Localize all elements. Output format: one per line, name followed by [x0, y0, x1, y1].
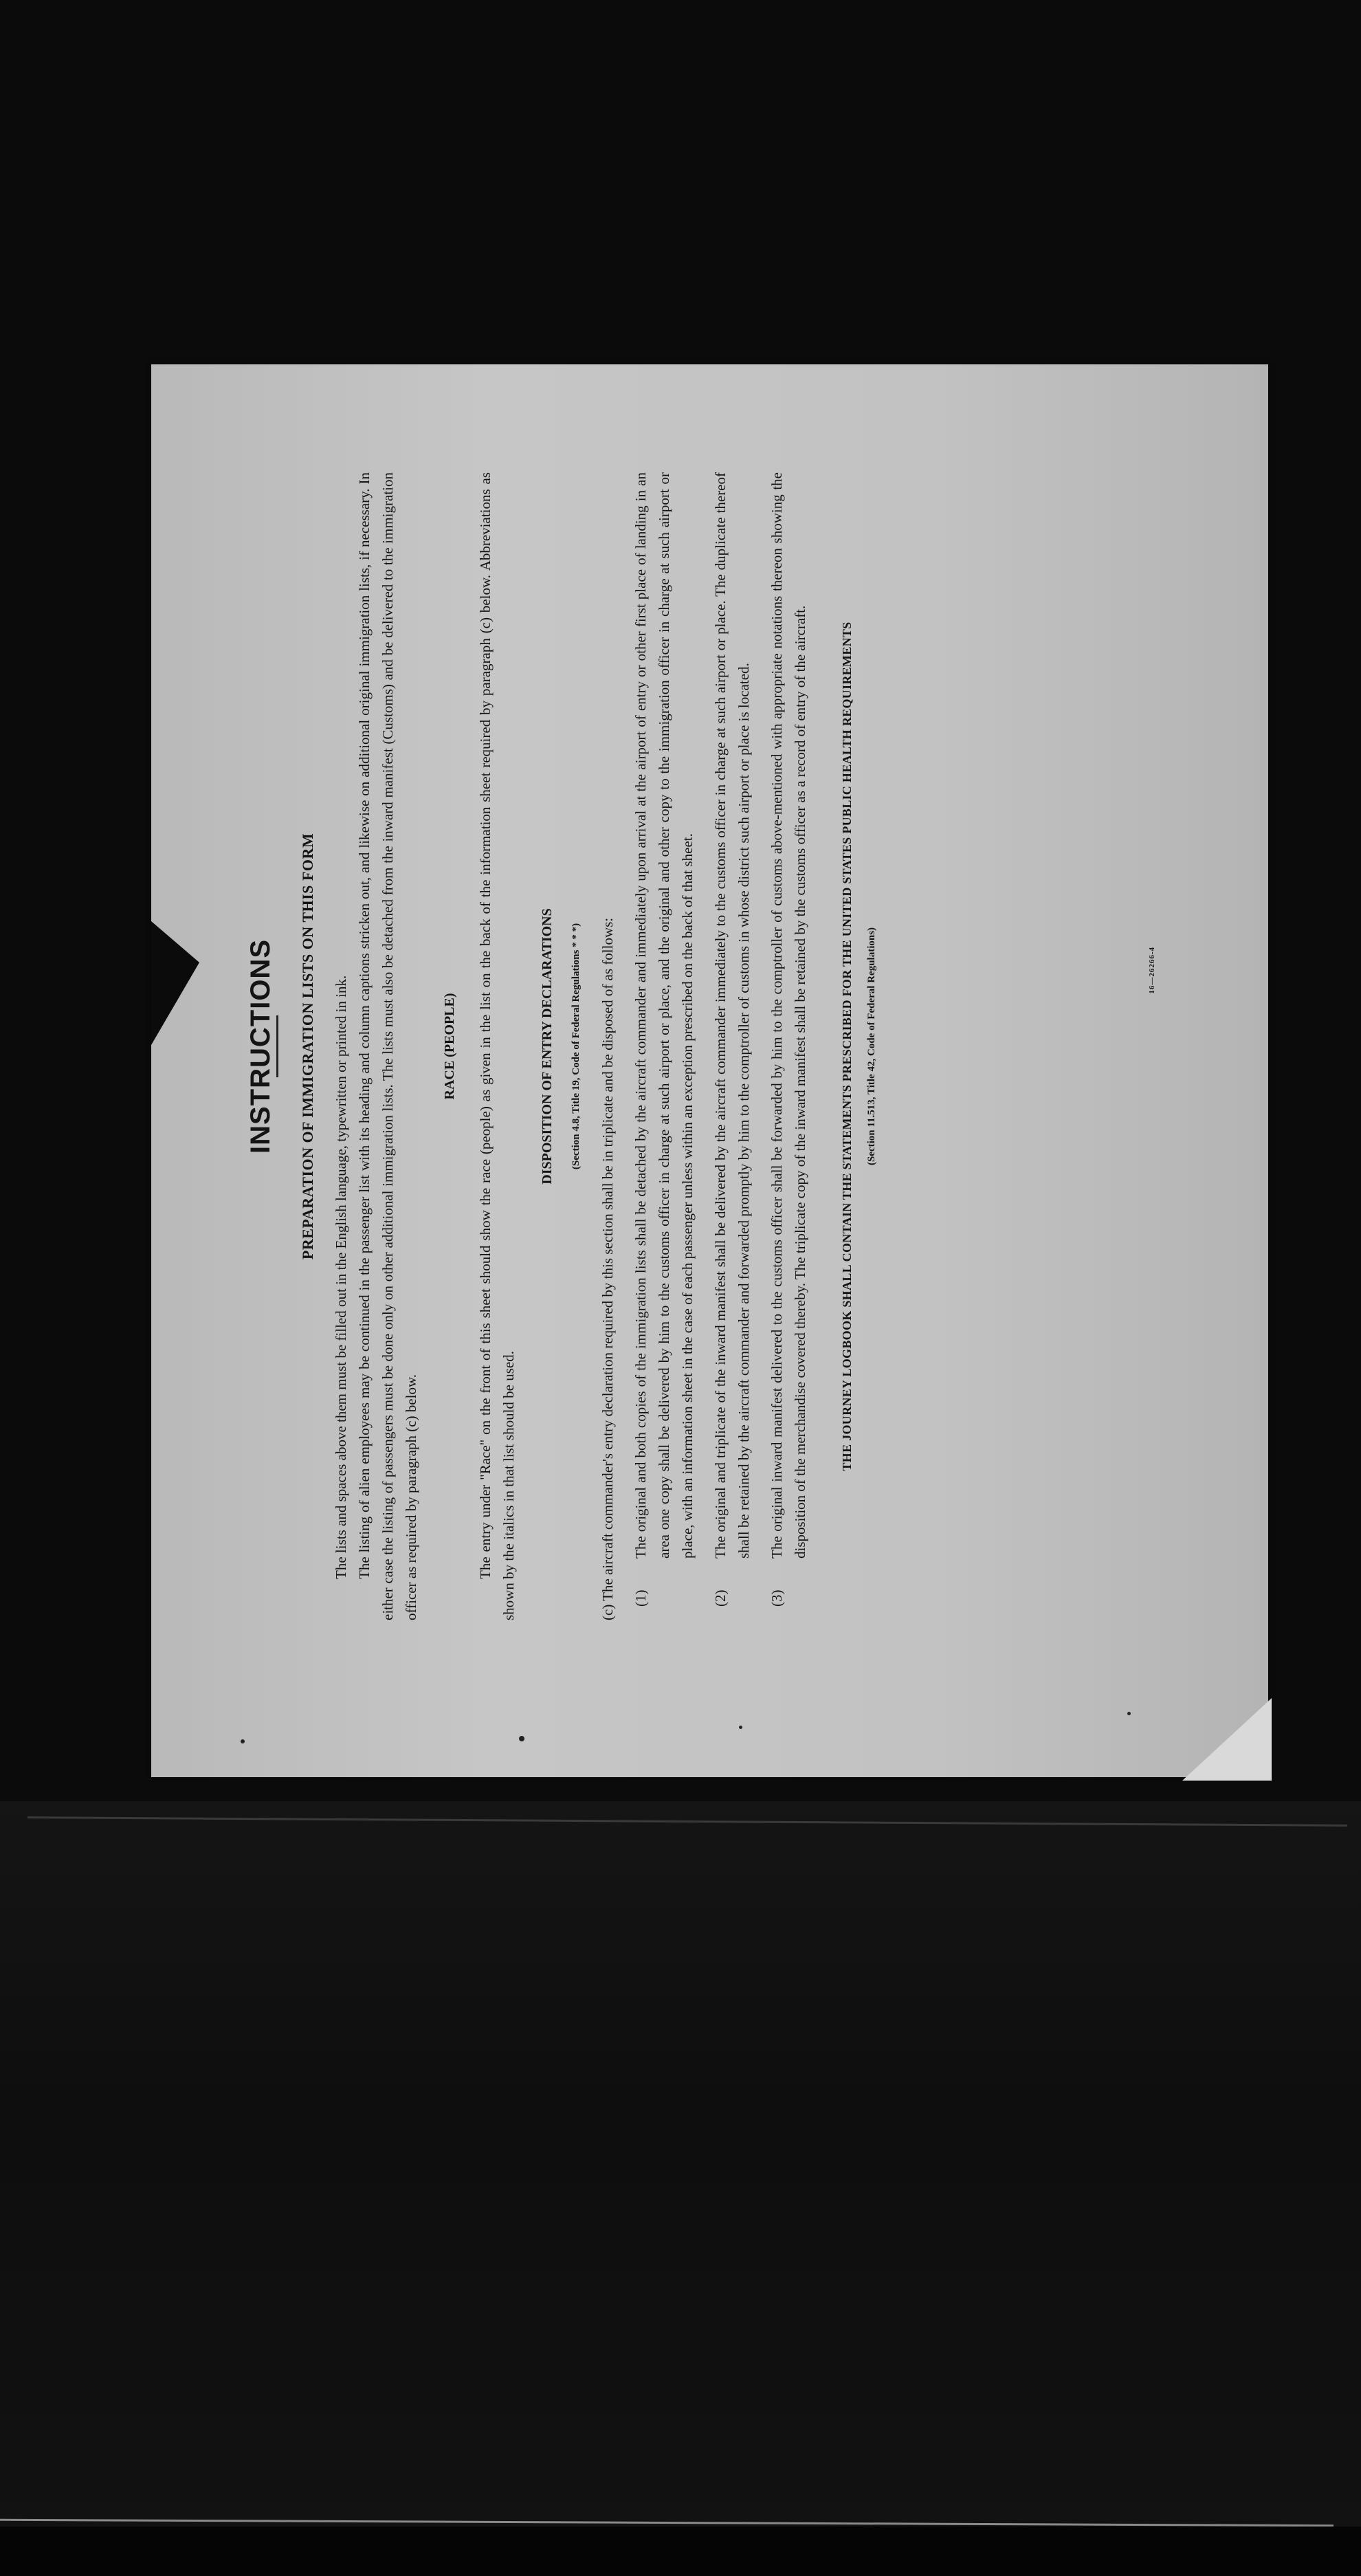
- item-number: (2): [712, 1589, 729, 1607]
- form-number: 16—26266-4: [1148, 947, 1156, 994]
- race-heading: RACE (PEOPLE): [442, 993, 457, 1100]
- disposition-subheading: (Section 4.8, Title 19, Code of Federal Regulations * * *): [571, 923, 582, 1170]
- torn-edge: [151, 921, 199, 1045]
- scan-background-lower: [0, 1801, 1361, 2576]
- journey-logbook-citation: (Section 11.513, Title 42, Code of Federal Regulations): [866, 927, 877, 1166]
- item-text: The original and triplicate of the inward manifest shall be delivered by the aircraft commander immediately to the customs officer in charge at such airport or place. The duplicate thereof shall be retained by the aircraft commander and forwarded promptly by him to the comptroller of customs in whose district such airport or place is located.: [712, 472, 752, 1559]
- preparation-paragraph-2: The listing of alien employees may be continued in the passenger list with its heading and column captions stricken out, and likewise on additional original immigration lists, if necessary. In either case the listing of passengers must be done only on other additional immigration lists. The lists must also be detached from the inward manifest (Customs) and be delivered to the immigration officer as required by paragraph (c) below.: [356, 472, 419, 1620]
- disposition-intro: (c) The aircraft commander's entry declaration required by this section shall be in triplicate and be disposed of as follows:: [599, 917, 616, 1620]
- journey-logbook-statement: THE JOURNEY LOGBOOK SHALL CONTAIN THE STATEMENTS PRESCRIBED FOR THE UNITED STATES PUBLIC HEALTH REQUIREMENTS: [840, 621, 854, 1471]
- disposition-item: [765, 472, 812, 1620]
- item-number: (1): [632, 1589, 649, 1607]
- preparation-heading: PREPARATION OF IMMIGRATION LISTS ON THIS FORM: [299, 833, 316, 1260]
- document-body: [208, 383, 883, 1758]
- document-title: INSTRUCTIONS: [245, 939, 276, 1154]
- scanner-bottom-strip: [0, 2527, 1361, 2576]
- item-text: The original inward manifest delivered to the customs officer shall be forwarded by him to the comptroller of customs above-mentioned with appropriate notations thereon showing the disposition of the merchandise covered thereby. The triplicate copy of the inward manifest shall be retained by the customs officer as a record of entry of the aircraft.: [768, 472, 808, 1559]
- rotated-document: [208, 383, 1211, 1758]
- preparation-paragraph-1: The lists and spaces above them must be filled out in the English language, typewritten or printed in ink.: [333, 975, 349, 1579]
- disposition-item: [629, 472, 699, 1620]
- item-text: The original and both copies of the immigration lists shall be detached by the aircraft commander and immediately upon arrival at the airport of entry or other first place of landing in an area one copy shall be delivered by him to the customs officer in charge at such airport or place, and the original and other copy to the immigration officer in charge at such airport or place, with an information sheet in the case of each passenger unless within an exception prescribed on the back of that sheet.: [632, 472, 696, 1559]
- race-paragraph: The entry under "Race" on the front of this sheet should show the race (people) as given in the list on the back of the information sheet required by paragraph (c) below. Abbreviations as shown by the italics in that list should be used.: [477, 472, 517, 1620]
- item-number: (3): [768, 1589, 785, 1607]
- disposition-heading: DISPOSITION OF ENTRY DECLARATIONS: [540, 908, 555, 1185]
- title-rule: [276, 1015, 278, 1077]
- disposition-item: [709, 472, 755, 1620]
